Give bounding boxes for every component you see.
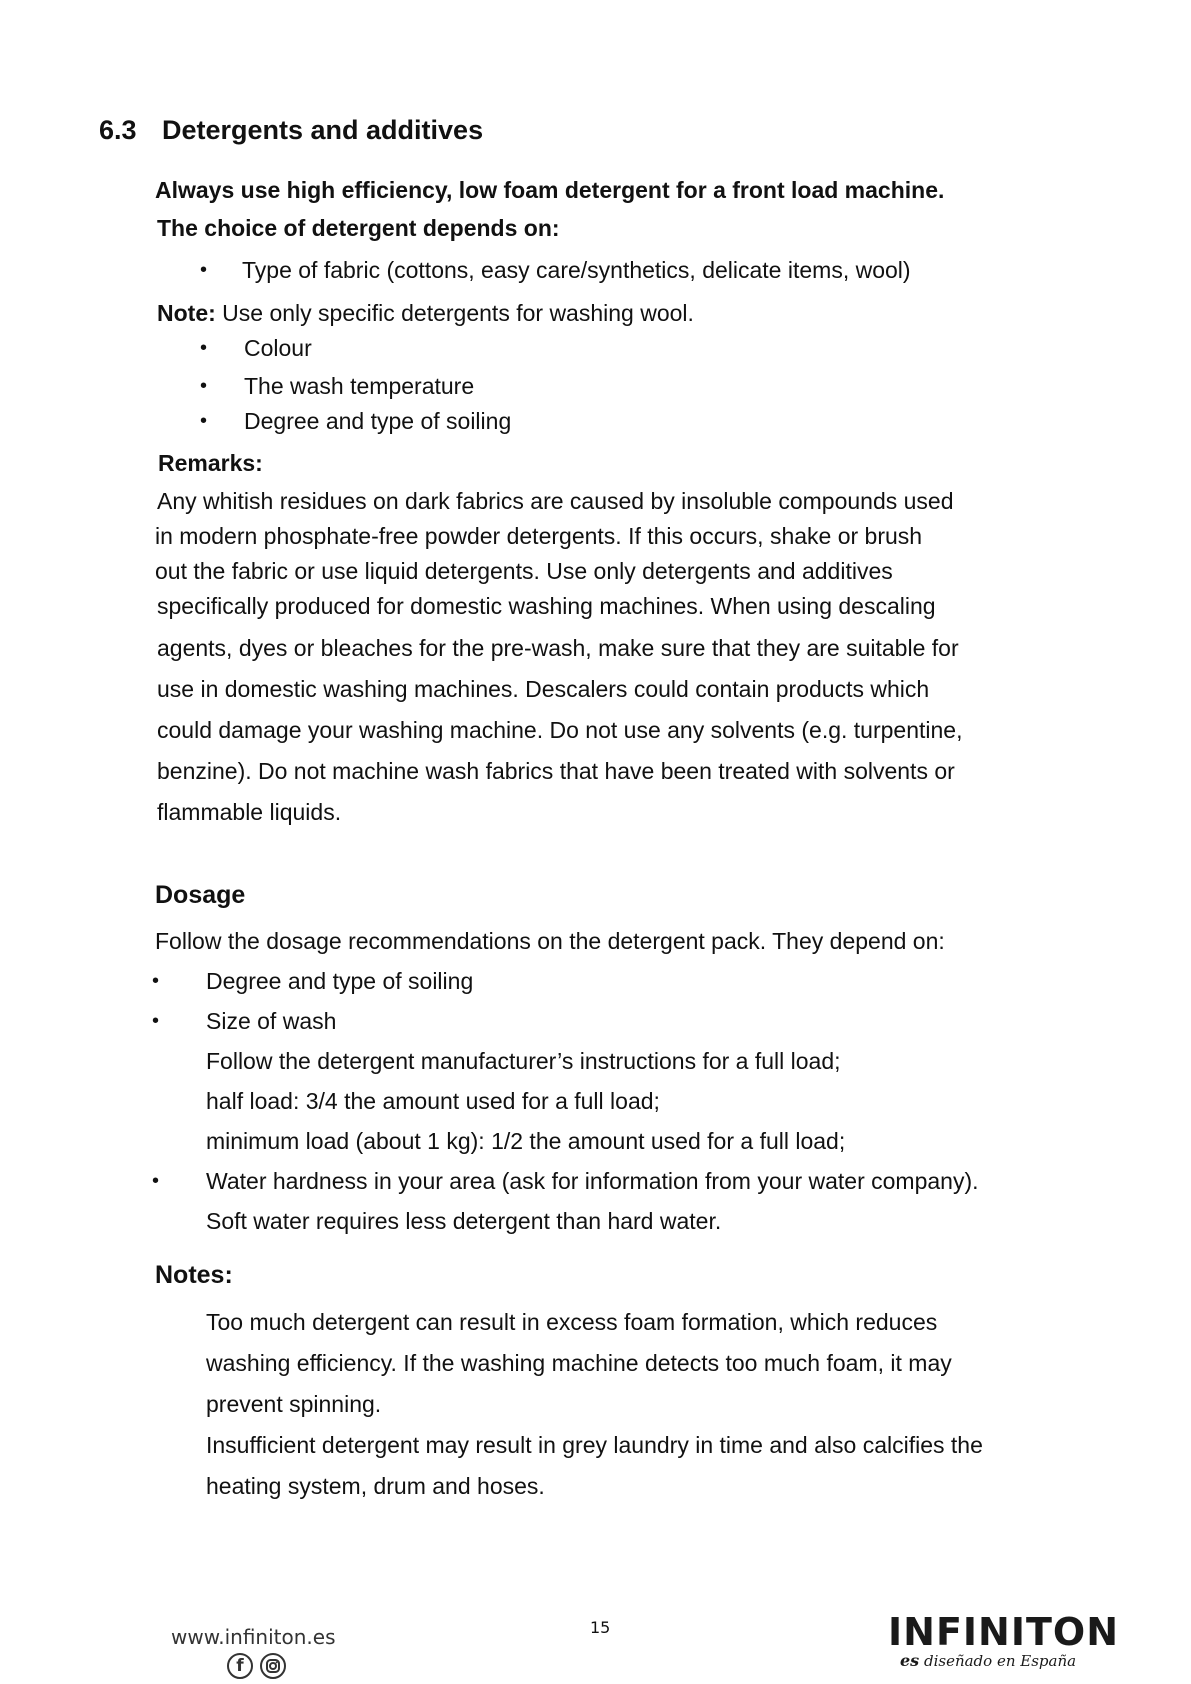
remarks-line: flammable liquids.	[157, 799, 342, 825]
bullet-dot: •	[152, 1170, 160, 1192]
remarks-line: agents, dyes or bleaches for the pre-wash, make sure that they are suitable for	[157, 635, 959, 661]
dosage-sub-line: minimum load (about 1 kg): 1/2 the amount used for a full load;	[206, 1128, 846, 1154]
remarks-line: use in domestic washing machines. Descalers could contain products which	[157, 676, 930, 702]
note-text: Use only specific detergents for washing wool.	[222, 300, 694, 326]
remarks-line: benzine). Do not machine wash fabrics that have been treated with solvents or	[157, 758, 955, 784]
tagline-text: diseñado en España	[923, 1652, 1077, 1670]
dosage-bullet-size: Size of wash	[206, 1008, 337, 1034]
remarks-heading: Remarks:	[158, 450, 263, 476]
notes-line: washing efficiency. If the washing machine detects too much foam, it may	[206, 1350, 952, 1376]
instagram-glyph	[262, 1655, 284, 1677]
section-number: 6.3	[99, 115, 137, 145]
remarks-line: Any whitish residues on dark fabrics are caused by insoluble compounds used	[157, 488, 954, 514]
brand-logo: INFINITON	[888, 1610, 1120, 1654]
intro-line-1: Always use high efficiency, low foam detergent for a front load machine.	[155, 177, 945, 203]
remarks-line: in modern phosphate-free powder detergents. If this occurs, shake or brush	[155, 523, 923, 549]
dosage-sub-line: Follow the detergent manufacturer’s instructions for a full load;	[206, 1048, 841, 1074]
facebook-icon[interactable]: f	[227, 1653, 253, 1679]
instagram-icon[interactable]	[260, 1653, 286, 1679]
notes-line: Too much detergent can result in excess foam formation, which reduces	[206, 1309, 938, 1335]
dosage-sub-line: half load: 3/4 the amount used for a full load;	[206, 1088, 660, 1114]
bullet-dot: •	[152, 1010, 160, 1032]
bullet-dot: •	[200, 375, 208, 397]
notes-line: Insufficient detergent may result in grey laundry in time and also calcifies the	[206, 1432, 983, 1458]
bullet-dot: •	[200, 337, 208, 359]
notes-line: heating system, drum and hoses.	[206, 1473, 545, 1499]
bullet-dot: •	[200, 259, 208, 281]
bullet-soiling: Degree and type of soiling	[244, 408, 512, 434]
page-number: 15	[590, 1618, 611, 1637]
bullet-dot: •	[152, 970, 160, 992]
tagline-prefix: es	[900, 1651, 920, 1670]
bullet-wash-temperature: The wash temperature	[244, 373, 475, 399]
dosage-heading: Dosage	[155, 881, 246, 909]
notes-heading: Notes:	[155, 1261, 233, 1289]
note-label: Note:	[157, 300, 216, 326]
brand-tagline	[900, 1651, 1076, 1670]
dosage-bullet-soiling: Degree and type of soiling	[206, 968, 474, 994]
remarks-line: specifically produced for domestic washing machines. When using descaling	[157, 593, 936, 619]
bullet-fabric-type: Type of fabric (cottons, easy care/synthetics, delicate items, wool)	[242, 257, 911, 283]
remarks-line: out the fabric or use liquid detergents. Use only detergents and additives	[155, 558, 893, 584]
dosage-bullet-water: Water hardness in your area (ask for information from your water company).	[206, 1168, 979, 1194]
footer-url[interactable]: www.infiniton.es	[171, 1625, 336, 1649]
remarks-line: could damage your washing machine. Do not use any solvents (e.g. turpentine,	[157, 717, 963, 743]
note-line	[157, 299, 694, 327]
bullet-colour: Colour	[244, 335, 312, 361]
notes-line: prevent spinning.	[206, 1391, 382, 1417]
bullet-dot: •	[200, 410, 208, 432]
dosage-intro: Follow the dosage recommendations on the detergent pack. They depend on:	[155, 928, 945, 954]
intro-line-2: The choice of detergent depends on:	[157, 215, 560, 241]
section-title: Detergents and additives	[162, 115, 484, 145]
dosage-bullet-water-cont: Soft water requires less detergent than hard water.	[206, 1208, 722, 1234]
